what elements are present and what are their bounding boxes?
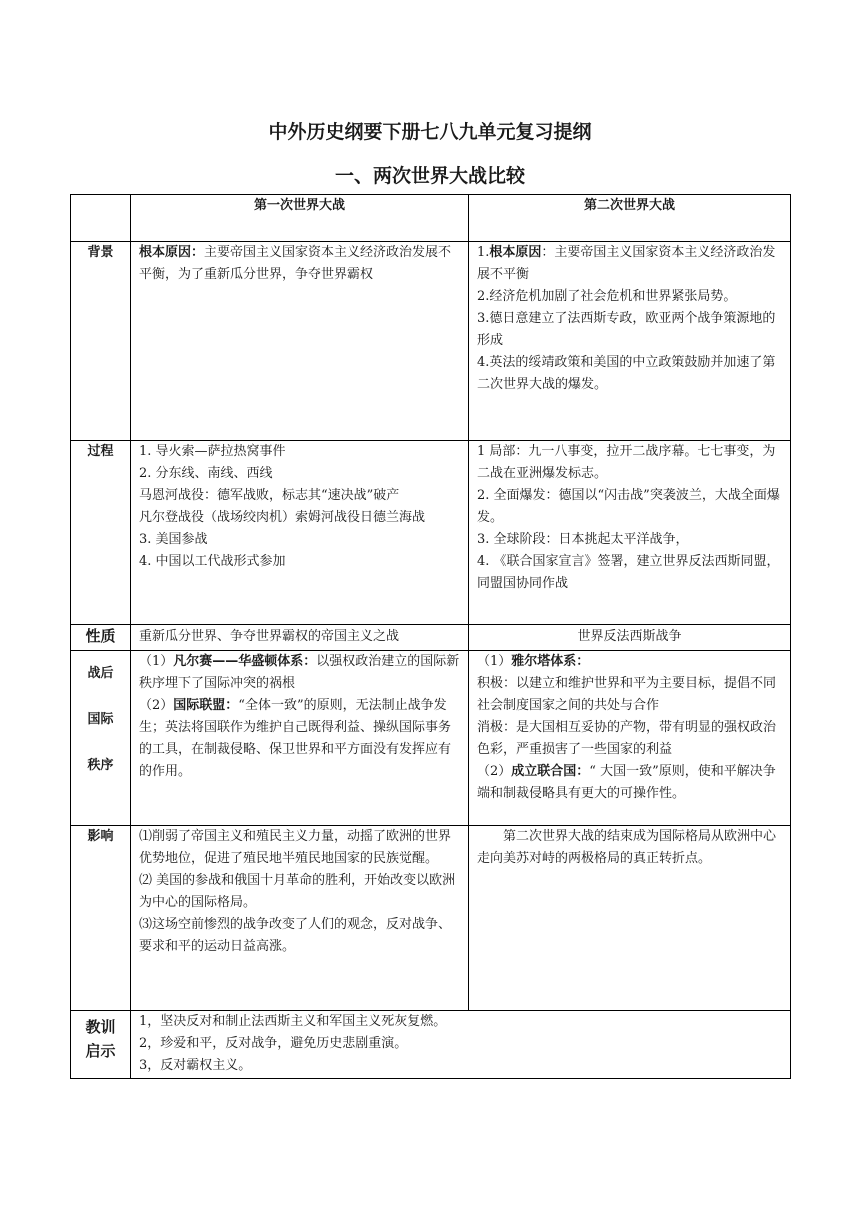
text-line: [139, 245, 451, 282]
keyword: 凡尔赛——华盛顿体系：: [173, 654, 317, 669]
header-row: [71, 195, 791, 242]
cell-background-ww1: [131, 242, 469, 441]
text-line: 4. 《联合国家宣言》签署，建立世界反法西斯同盟，同盟国协同作战: [477, 554, 780, 591]
row-label-background: 背景: [71, 242, 131, 441]
keyword: 国际联盟：: [173, 698, 239, 713]
cell-nature-ww2: 世界反法西斯战争: [469, 625, 791, 651]
keyword: 成立联合国：: [511, 764, 590, 779]
row-label-postwar-order: [71, 651, 131, 826]
text-line: 马恩河战役：德军战败，标志其“速决战”破产: [139, 488, 400, 503]
row-label-process: 过程: [71, 441, 131, 625]
cell-background-ww2: [469, 242, 791, 441]
label-line: 国际: [87, 712, 114, 727]
text-line: 积极：以建立和维护世界和平为主要目标，提倡不同社会制度国家之间的共处与合作: [477, 676, 777, 713]
keyword: 雅尔塔体系：: [511, 654, 590, 669]
table-row-lessons: [71, 1011, 791, 1079]
table-row-process: [71, 441, 791, 625]
text: 以强权政治建立的国际新秩序埋下了国际冲突的祸根: [139, 654, 460, 691]
row-label-lessons: [71, 1011, 131, 1079]
list-item: 3，反对霸权主义。: [139, 1058, 252, 1073]
text-line: [477, 761, 782, 805]
text-line: 3.德日意建立了法西斯专政，欧亚两个战争策源地的形成: [477, 311, 776, 348]
table-row-postwar-order: [71, 651, 791, 826]
cell-postwar-order-ww1: [131, 651, 469, 826]
cell-process-ww1: [131, 441, 469, 625]
text-line: [477, 651, 782, 673]
text-line: ⑵ 美国的参战和俄国十月革命的胜利，开始改变以欧洲为中心的国际格局。: [139, 873, 456, 910]
list-item: 2，珍爱和平，反对战争，避免历史悲剧重演。: [139, 1036, 408, 1051]
text-line: 2.经济危机加剧了社会危机和世界紧张局势。: [477, 289, 737, 304]
text-line: ⑴削弱了帝国主义和殖民主义力量，动摇了欧洲的世界优势地位，促进了殖民地半殖民地国家的民族觉醒。: [139, 829, 452, 866]
table-row-nature: [71, 625, 791, 651]
text-line: 2. 分东线、南线、西线: [139, 466, 273, 481]
text-line: [139, 651, 460, 695]
document-title: 中外历史纲要下册七八九单元复习提纲: [268, 121, 592, 143]
cell-process-ww2: [469, 441, 791, 625]
label-line: 秩序: [87, 758, 114, 773]
cell-impact-ww2: [469, 826, 791, 1011]
table-row-background: [71, 242, 791, 441]
corner-cell: [71, 195, 131, 242]
text-line: 凡尔登战役（战场绞肉机）索姆河战役日德兰海战: [139, 510, 426, 525]
text-line: 消极：是大国相互妥协的产物，带有明显的强权政治色彩，严重损害了一些国家的利益: [477, 720, 777, 757]
table-row-impact: [71, 826, 791, 1011]
text: 1.: [477, 245, 490, 260]
text-line: ⑶这场空前惨烈的战争改变了人们的观念，反对战争、要求和平的运动日益高涨。: [139, 917, 452, 954]
column-header-ww2: 第二次世界大战: [469, 195, 791, 242]
label-line: 教训: [85, 1018, 116, 1036]
row-label-nature: 性质: [71, 625, 131, 651]
text: （1）: [139, 654, 174, 669]
cell-nature-ww1: 重新瓜分世界、争夺世界霸权的帝国主义之战: [131, 625, 469, 651]
cell-impact-ww1: [131, 826, 469, 1011]
column-header-ww1: 第一次世界大战: [131, 195, 469, 242]
text-line: 3. 美国参战: [139, 532, 208, 547]
text-line: [477, 242, 782, 286]
keyword: 根本原因: [489, 245, 542, 260]
cell-postwar-order-ww2: [469, 651, 791, 826]
text: 主要帝国主义国家资本主义经济政治发展不平衡，为了重新瓜分世界，争夺世界霸权: [139, 245, 452, 282]
text-line: 3. 全球阶段：日本挑起太平洋战争，: [477, 532, 689, 547]
label-line: 战后: [87, 666, 114, 681]
text-line: 2. 全面爆发：德国以“闪击战”突袭波兰，大战全面爆发。: [477, 488, 780, 525]
keyword: 根本原因：: [139, 245, 205, 260]
label-line: 启示: [85, 1042, 116, 1060]
list-item: 1，坚决反对和制止法西斯主义和军国主义死灰复燃。: [139, 1014, 447, 1029]
text: “全体一致”的原则，无法制止战争发生；英法将国联作为维护自己既得利益、操纵国际事务的工具，在制裁侵略、保卫世界和平方面没有发挥应有的作用。: [139, 698, 452, 779]
comparison-table: [70, 194, 791, 1079]
row-label-impact: 影响: [71, 826, 131, 1011]
text-line: 第二次世界大战的结束成为国际格局从欧洲中心走向美苏对峙的两极格局的真正转折点。: [477, 829, 777, 866]
text: （2）: [139, 698, 174, 713]
cell-lessons: [131, 1011, 791, 1079]
text-line: 1 局部：九一八事变，拉开二战序幕。七七事变，为二战在亚洲爆发标志。: [477, 444, 776, 481]
text-line: 4. 中国以工代战形式参加: [139, 554, 286, 569]
section-title: 一、两次世界大战比较: [334, 165, 525, 187]
text: “ 大国一致”原则，使和平解决争端和制裁侵略具有更大的可操作性。: [477, 764, 776, 801]
text: ：主要帝国主义国家资本主义经济政治发展不平衡: [477, 245, 776, 282]
text-line: 1. 导火索—萨拉热窝事件: [139, 444, 286, 459]
text: （1）: [477, 654, 512, 669]
text-line: 4.英法的绥靖政策和美国的中立政策鼓励并加速了第二次世界大战的爆发。: [477, 355, 776, 392]
text-line: [139, 695, 460, 783]
text: （2）: [477, 764, 512, 779]
